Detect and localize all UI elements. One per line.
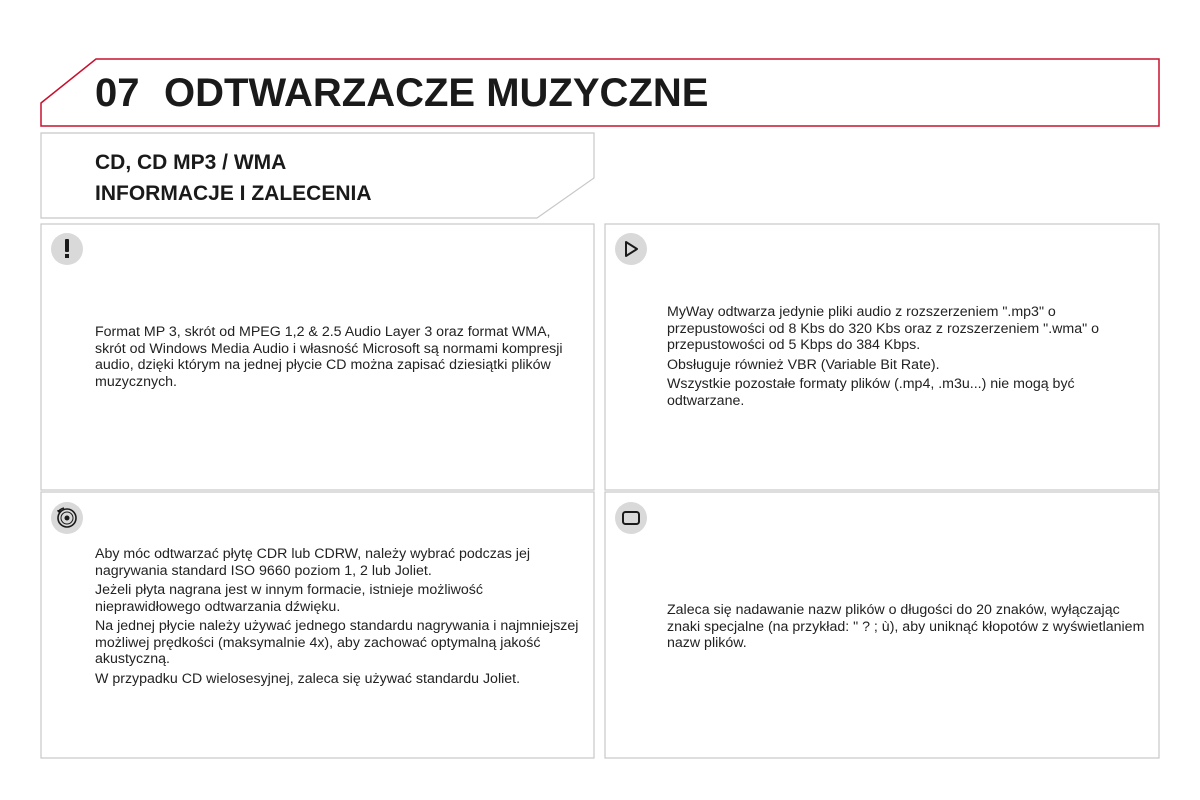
panel-4-text (667, 602, 1155, 655)
warning-icon (51, 233, 83, 265)
panel-1-text (95, 324, 583, 393)
panel-2-text (667, 304, 1153, 412)
panel-4-paragraph-1: Zaleca się nadawanie nazw plików o długości do 20 znaków, wyłączając znaki specjalne (na przykład: " ? ; ù), aby uniknąć kłopotów z wyświetlaniem nazw plików. (667, 602, 1145, 651)
chapter-title: ODTWARZACZE MUZYCZNE (164, 71, 709, 115)
section-title-line2: INFORMACJE I ZALECENIA (95, 182, 372, 205)
panel-2-paragraph-1: MyWay odtwarza jedynie pliki audio z rozszerzeniem ".mp3" o przepustowości od 8 Kbs do 320 Kbs oraz z rozszerzeniem ".wma" o przepustowości od 5 Kbps do 384 Kbps. (667, 304, 1099, 353)
chapter-number: 07 (95, 71, 140, 115)
section-title-line1: CD, CD MP3 / WMA (95, 151, 287, 174)
panel-3-paragraph-3: Na jednej płycie należy używać jednego standardu nagrywania i najmniejszej możliwej prędkości (maksymalnie 4x), aby zachować optymalną jakość akustyczną. (95, 618, 579, 667)
panel-2-paragraph-2: Obsługuje również VBR (Variable Bit Rate). (667, 356, 940, 373)
panel-3-paragraph-1: Aby móc odtwarzać płytę CDR lub CDRW, należy wybrać podczas jej nagrywania standard ISO 9660 poziom 1, 2 lub Joliet. (95, 546, 530, 579)
panel-2-paragraph-3: Wszystkie pozostałe formaty plików (.mp4, .m3u...) nie mogą być odtwarzane. (667, 376, 1075, 409)
disc-icon (51, 502, 83, 534)
panel-3-text (95, 546, 583, 690)
play-icon (615, 233, 647, 265)
panel-3-paragraph-4: W przypadku CD wielosesyjnej, zaleca się używać standardu Joliet. (95, 670, 521, 687)
panel-1-paragraph-1: Format MP 3, skrót od MPEG 1,2 & 2.5 Audio Layer 3 oraz format WMA, skrót od Windows Media Audio i własność Microsoft są normami kompresji audio, dzięki którym na jednej płycie CD można zapisać dziesiątki plików muzycznych. (95, 324, 563, 390)
screen-icon (615, 502, 647, 534)
section-title (95, 147, 372, 209)
panel-3-paragraph-2: Jeżeli płyta nagrana jest w innym formacie, istnieje możliwość nieprawidłowego odtwarzania dźwięku. (95, 582, 483, 615)
